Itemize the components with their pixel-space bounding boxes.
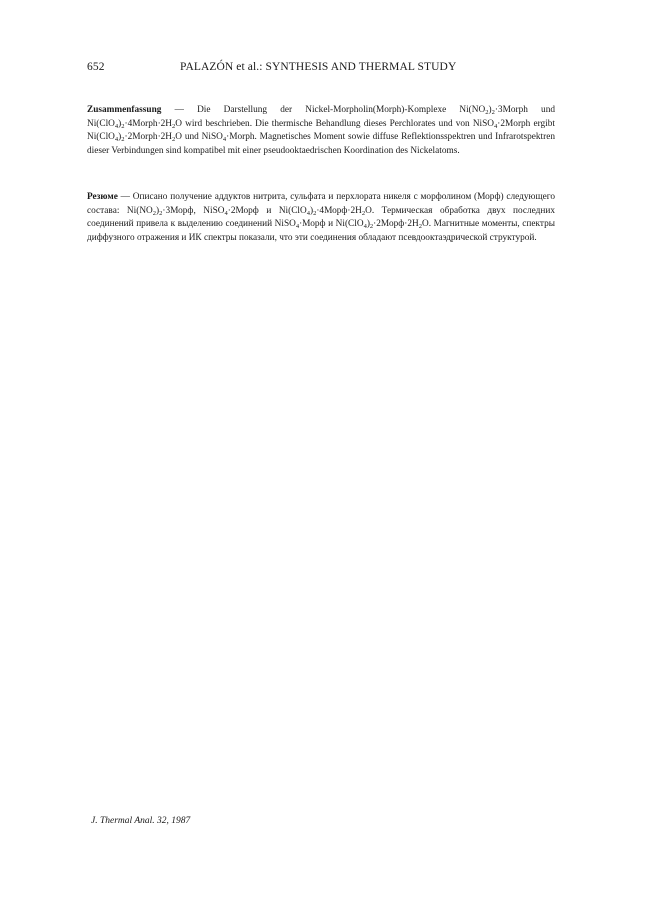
text-segment: O. Магнитные моменты, спектры диффузного отражения и ИК спектры показали, что эти соединения обладают псевдооктаэдрической структурой.	[87, 219, 555, 243]
subscript: 2	[369, 223, 374, 231]
subscript: 2	[121, 136, 125, 144]
text-segment: O. Термическая обработка двух последних соединений привела к выделению соединений NiSO	[87, 205, 555, 230]
subscript: 4	[224, 209, 228, 217]
subscript: 2	[485, 109, 489, 116]
subscript: 4	[306, 209, 310, 217]
text-segment: )	[488, 105, 492, 115]
text-segment: ·2Morph·2H	[124, 132, 173, 143]
abstract-german-text	[87, 104, 555, 158]
text-segment: )	[118, 118, 122, 129]
subscript: 2	[121, 122, 125, 130]
text-segment: )	[118, 132, 122, 143]
text-segment: ·3Morph und Ni(ClO	[87, 105, 555, 129]
text-segment: Die Darstellung der Nickel-Morpholin(Morph)-Komplexe Ni(NO	[197, 105, 486, 115]
subscript: 2	[172, 136, 176, 144]
subscript: 4	[295, 223, 300, 231]
subscript: 2	[172, 122, 176, 130]
subscript: 4	[363, 223, 367, 231]
subscript: 2	[491, 109, 495, 116]
text-segment: ·2Morph ergibt Ni(ClO	[87, 118, 555, 143]
text-segment: ·3Морф, NiSO	[162, 205, 225, 216]
abstract-german	[87, 104, 555, 158]
text-segment: Описано получение аддуктов нитрита, сульфата и перхлората никеля с морфолином (Морф) следующего состава: Ni(NO	[87, 192, 555, 216]
abstract-german-label: Zusammenfassung	[87, 105, 162, 115]
subscript: 2	[152, 209, 156, 217]
text-segment: )	[366, 219, 370, 230]
abstract-russian-label: Резюме	[87, 192, 118, 202]
text-segment: ·2Морф и Ni(ClO	[227, 205, 307, 216]
text-segment: ·4Morph·2H	[124, 118, 173, 129]
text-segment: ·2Морф·2H	[373, 219, 419, 230]
subscript: 2	[361, 209, 366, 217]
subscript: 4	[222, 136, 227, 144]
running-title: PALAZÓN et al.: SYNTHESIS AND THERMAL STUDY	[180, 61, 457, 73]
abstract-dash: —	[117, 192, 133, 202]
subscript: 2	[418, 223, 422, 231]
abstract-russian-text	[87, 191, 555, 245]
text-segment: O wird beschrieben. Die thermische Behandlung dieses Perchlorates und von NiSO	[175, 118, 495, 129]
text-segment: ·4Морф·2H	[316, 205, 362, 216]
page-header	[87, 61, 567, 77]
subscript: 4	[494, 122, 498, 130]
subscript: 2	[313, 209, 317, 217]
text-segment: O und NiSO	[175, 132, 223, 143]
journal-citation: J. Thermal Anal. 32, 1987	[91, 816, 191, 826]
page-number: 652	[87, 61, 105, 73]
subscript: 4	[114, 136, 119, 144]
text-segment: ·Morph. Magnetisches Moment sowie diffuse Reflektionsspektren und Infrarotspektren dieser Verbindungen sind kompatibel mit einer pseudooktaedrischen Koordination des Nickelatoms.	[87, 132, 555, 156]
subscript: 4	[114, 122, 119, 130]
text-segment: )	[156, 205, 160, 216]
subscript: 2	[159, 209, 163, 217]
text-segment: ·Морф и Ni(ClO	[299, 219, 364, 230]
abstract-russian	[87, 191, 555, 245]
text-segment: )	[309, 205, 314, 216]
abstract-dash: —	[161, 105, 198, 115]
